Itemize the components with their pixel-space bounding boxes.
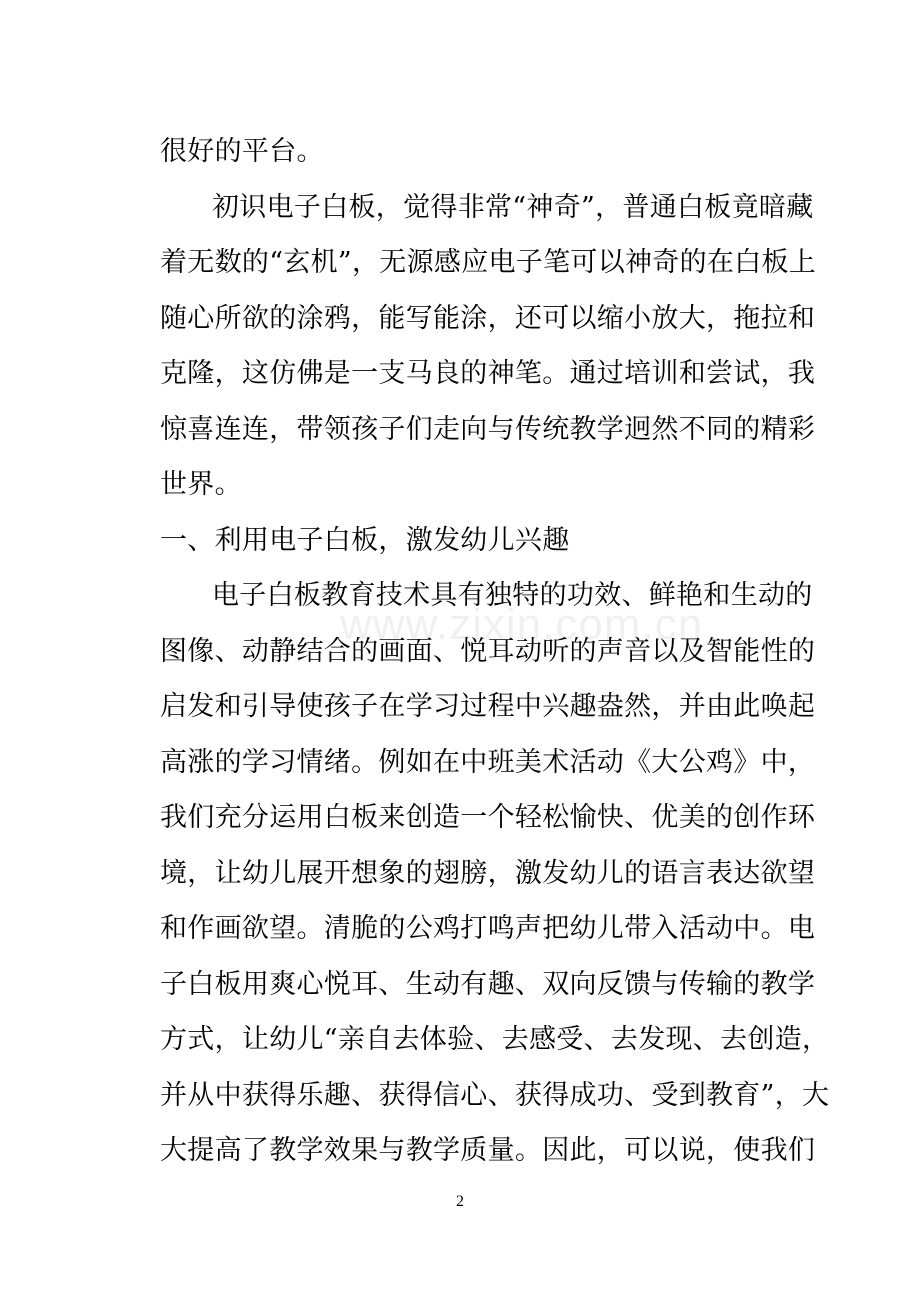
text-line: 和作画欲望。清脆的公鸡打鸣声把幼儿带入活动中。电 <box>160 913 816 944</box>
paragraph-start-line: 初识电子白板，觉得非常“神奇”，普通白板竟暗藏 <box>212 192 814 223</box>
section-heading: 一、利用电子白板，激发幼儿兴趣 <box>160 525 570 556</box>
watermark: www.zixin.com.cn <box>340 600 704 649</box>
text-line: 图像、动静结合的画面、悦耳动听的声音以及智能性的 <box>160 636 816 667</box>
page-number: 2 <box>456 1193 464 1210</box>
text-line: 着无数的“玄机”，无源感应电子笔可以神奇的在白板上 <box>160 247 817 278</box>
paragraph-start-line: 电子白板教育技术具有独特的功效、鲜艳和生动的 <box>212 580 813 611</box>
text-line: 克隆，这仿佛是一支马良的神笔。通过培训和尝试，我 <box>160 358 816 389</box>
text-line: 很好的平台。 <box>160 136 324 167</box>
text-line: 随心所欲的涂鸦，能写能涂，还可以缩小放大，拖拉和 <box>160 303 816 334</box>
text-line: 我们充分运用白板来创造一个轻松愉快、优美的创作环 <box>160 802 816 833</box>
text-line: 大提高了教学效果与教学质量。因此，可以说，使我们 <box>160 1135 816 1166</box>
text-line: 惊喜连连，带领孩子们走向与传统教学迥然不同的精彩 <box>160 414 816 445</box>
text-line: 子白板用爽心悦耳、生动有趣、双向反馈与传输的教学 <box>160 969 816 1000</box>
text-line: 高涨的学习情绪。例如在中班美术活动《大公鸡》中， <box>160 747 816 778</box>
text-line: 境，让幼儿展开想象的翅膀，激发幼儿的语言表达欲望 <box>160 858 816 889</box>
text-line: 启发和引导使孩子在学习过程中兴趣盎然，并由此唤起 <box>160 691 816 722</box>
text-line: 世界。 <box>160 469 242 500</box>
text-line: 并从中获得乐趣、获得信心、获得成功、受到教育”，大 <box>160 1080 830 1111</box>
text-line: 方式，让幼儿“亲自去体验、去感受、去发现、去创造， <box>160 1024 830 1055</box>
